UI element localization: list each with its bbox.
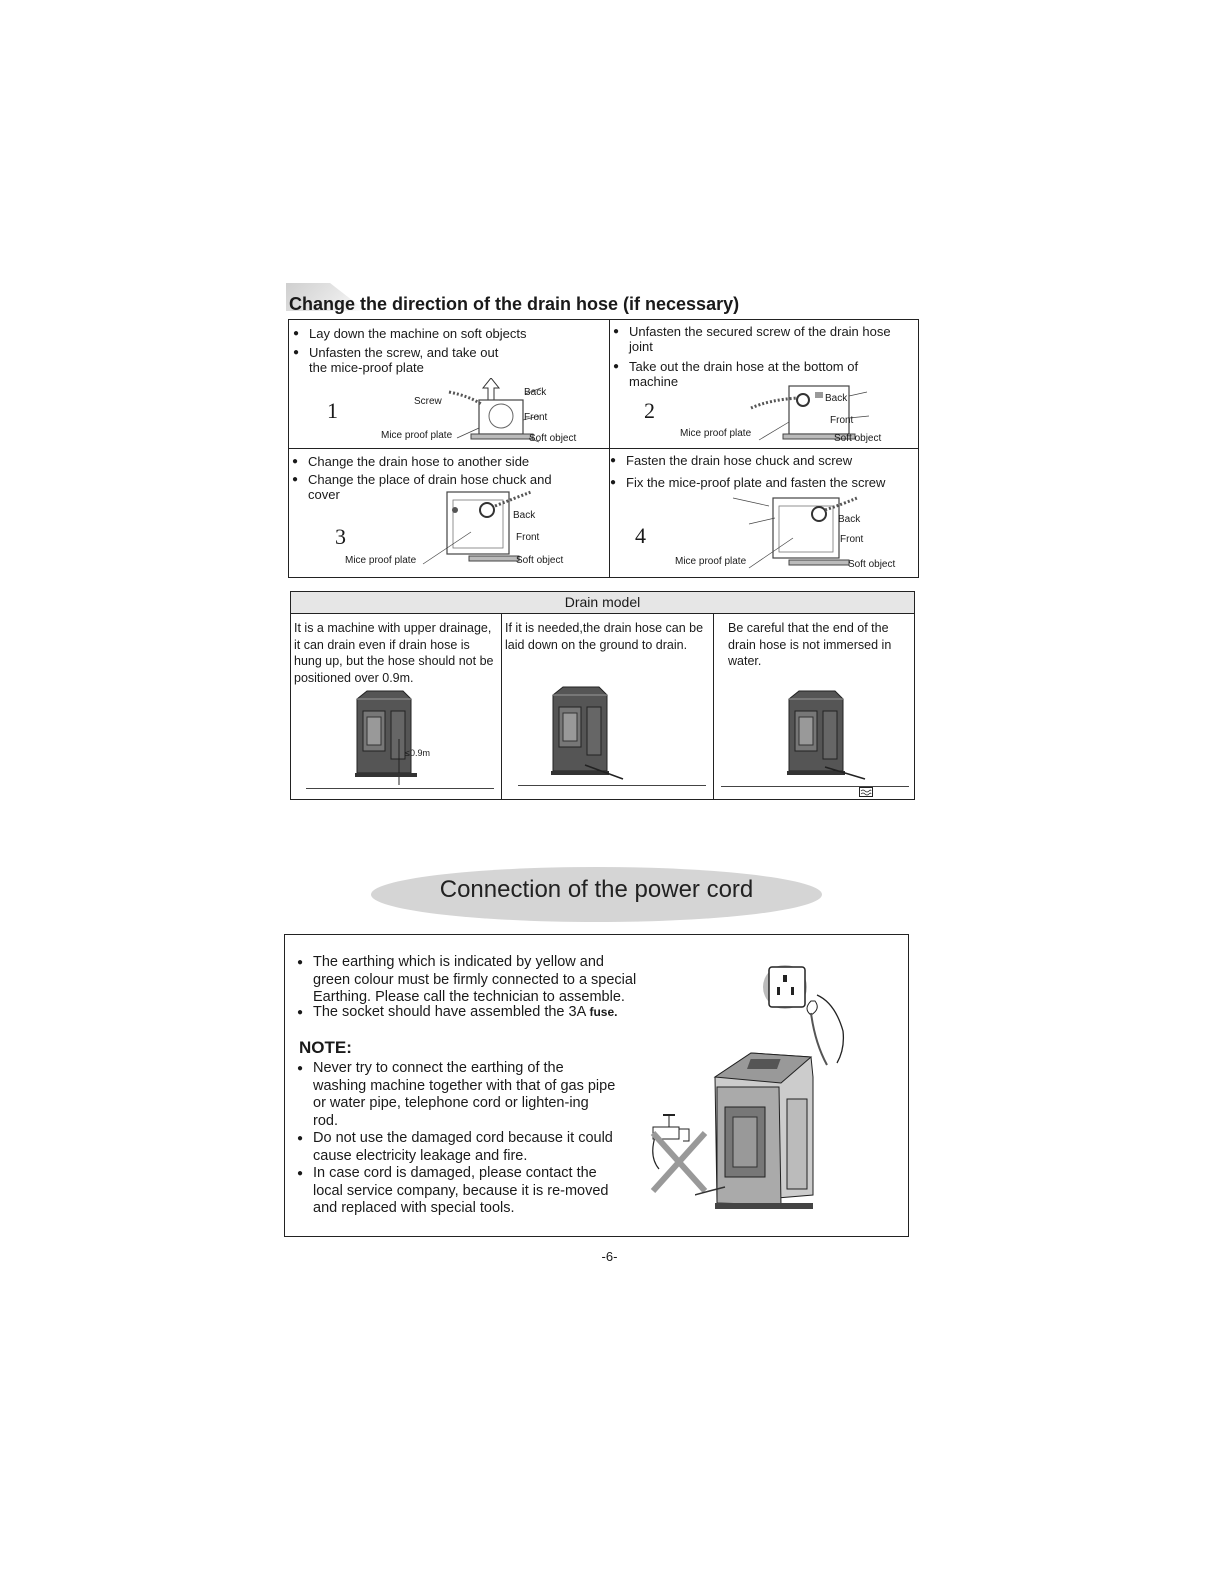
note-list [297, 1060, 617, 1218]
drain-col-2 [501, 613, 714, 799]
step-1-back-label: Back [524, 387, 547, 398]
step-3-mice-label: Mice proof plate [345, 555, 417, 566]
drain-col-3-text: Be careful that the end of the drain hose is not immersed in water. [728, 621, 892, 668]
step-4-front-label: Front [840, 534, 864, 545]
washer-icon-3 [785, 689, 875, 785]
step-1-number: 1 [327, 398, 338, 423]
step-1-screw-label: Screw [414, 396, 442, 407]
drain-section-title: Change the direction of the drain hose (if necessary) [289, 294, 740, 314]
power-cord-box [284, 934, 909, 1237]
step-3-back-label: Back [513, 510, 536, 521]
power-bullet-1-text: ● The earthing which is indicated by yellow and green colour must be firmly connected to a special Earthing. Please call the technician to assemble. [297, 954, 637, 1007]
step-2-mice-label: Mice proof plate [680, 428, 752, 439]
washer-icon-1 [351, 689, 441, 789]
step-1-mice-label: Mice proof plate [381, 430, 453, 441]
step-1-text [293, 326, 593, 375]
note-item-2: ● Do not use the damaged cord because it could cause electricity leakage and fire. [297, 1130, 617, 1165]
step-4-mice-label: Mice proof plate [675, 556, 747, 567]
note-item-1: ● Never try to connect the earthing of the washing machine together with that of gas pipe or water pipe, telephone cord or lighten-ing rod. [297, 1060, 617, 1130]
drain-model-table [290, 591, 915, 800]
step-1-bullet-1: ● Lay down the machine on soft objects [293, 326, 593, 341]
drain-model-header: Drain model [291, 592, 914, 614]
power-bullet-1 [297, 954, 637, 1007]
drain-col-1-height-label: ≤0.9m [405, 748, 430, 758]
power-bullet-2-text: The socket should have assembled the 3A [313, 1004, 586, 1020]
step-4-bullet-1: ● Fasten the drain hose chuck and screw [610, 453, 905, 468]
step-1-front-label: Front [524, 412, 548, 423]
step-1-bullet-2: ● Unfasten the screw, and take out the mice-proof plate [293, 345, 593, 375]
step-4-bullet-2: ● Fix the mice-proof plate and fasten the screw [610, 475, 905, 490]
fuse-word: fuse. [589, 1005, 618, 1019]
washer-icon-2 [551, 685, 641, 785]
step-4-back-label: Back [838, 514, 861, 525]
step-3-bullet-1: ● Change the drain hose to another side [292, 454, 582, 469]
step-1-soft-label: Soft object [529, 433, 577, 444]
step-2-bullet-1: ● Unfasten the secured screw of the drain hose joint [613, 324, 903, 354]
step-2-number: 2 [644, 398, 655, 423]
steps-grid [288, 319, 919, 578]
washing-machine-icon [695, 1047, 845, 1227]
step-4-number: 4 [635, 523, 646, 548]
power-bullet-2 [297, 1004, 637, 1022]
step-2-back-label: Back [825, 393, 848, 404]
step-2-bullet-2: ● Take out the drain hose at the bottom of machine [613, 359, 903, 389]
step-2-text [613, 324, 903, 389]
power-section-title: Connection of the power cord [439, 876, 754, 903]
drain-col-1-text: It is a machine with upper drainage, it can drain even if drain hose is hung up, but the hose should not be positioned over 0.9m. [294, 621, 494, 685]
note-item-3: ● In case cord is damaged, please contact the local service company, because it is re-moved and replaced with special tools. [297, 1165, 617, 1218]
step-2-soft-label: Soft object [834, 433, 882, 444]
drain-col-2-text: If it is needed,the drain hose can be laid down on the ground to drain. [505, 621, 704, 652]
step-3-soft-label: Soft object [516, 555, 564, 566]
step-2-front-label: Front [830, 415, 854, 426]
drain-col-1 [291, 613, 502, 799]
note-heading: NOTE: [299, 1038, 352, 1057]
step-3-number: 3 [335, 524, 346, 549]
water-container-icon [859, 787, 873, 797]
step-4-text [610, 453, 905, 490]
step-3-bullet-2: ● Change the place of drain hose chuck and cover [292, 472, 582, 502]
drain-col-3 [713, 613, 914, 799]
step-4-soft-label: Soft object [848, 559, 896, 570]
page-number: -6- [601, 1249, 618, 1264]
step-3-front-label: Front [516, 532, 540, 543]
